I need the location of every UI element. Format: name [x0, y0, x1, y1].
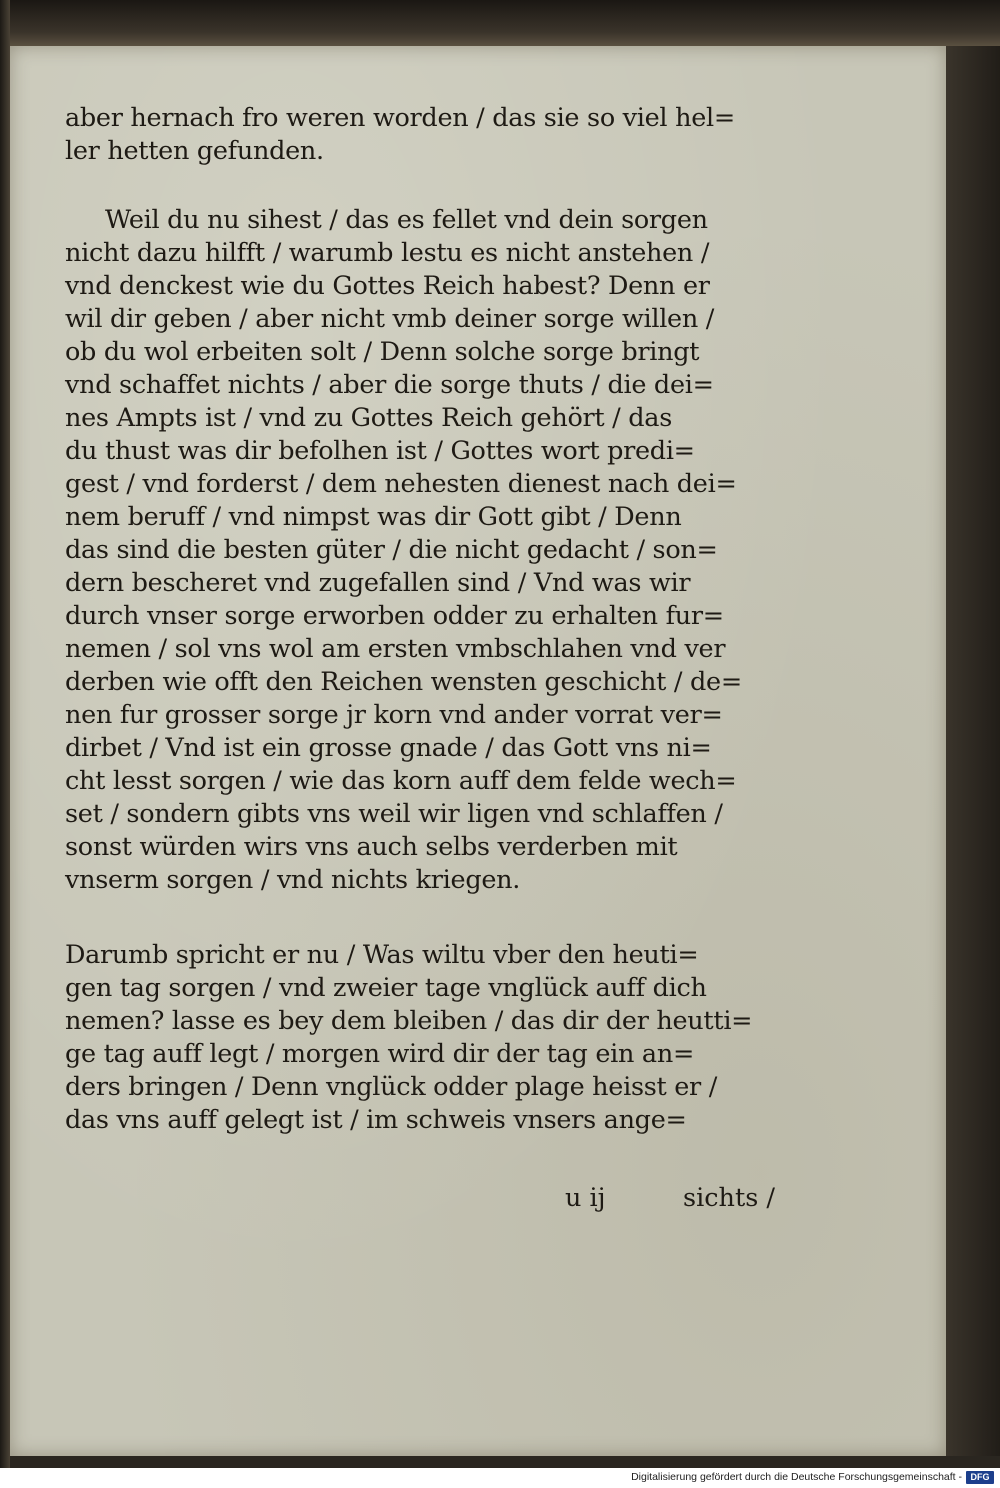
- text-line: vnd denckest wie du Gottes Reich habest? Denn er: [65, 271, 710, 301]
- credit-bar: [0, 1468, 1000, 1488]
- text-line: vnserm sorgen / vnd nichts kriegen.: [65, 865, 521, 895]
- text-line: ob du wol erbeiten solt / Denn solche sorge bringt: [65, 337, 700, 367]
- text-line: nicht dazu hilfft / warumb lestu es nicht anstehen /: [65, 238, 710, 268]
- text-line: wil dir geben / aber nicht vmb deiner sorge willen /: [65, 304, 715, 334]
- text-line: das vns auff gelegt ist / im schweis vnsers ange=: [65, 1105, 687, 1135]
- book-right-edge: [946, 46, 1000, 1456]
- text-line: Weil du nu sihest / das es fellet vnd dein sorgen: [105, 205, 708, 235]
- text-line: dern bescheret vnd zugefallen sind / Vnd was wir: [65, 568, 691, 598]
- text-line: sonst würden wirs vns auch selbs verderben mit: [65, 832, 678, 862]
- text-line: nem beruff / vnd nimpst was dir Gott gibt / Denn: [65, 502, 682, 532]
- book-top-edge: [0, 0, 1000, 46]
- text-line: gest / vnd forderst / dem nehesten dienest nach dei=: [65, 469, 737, 499]
- text-line: derben wie offt den Reichen wensten geschicht / de=: [65, 667, 742, 697]
- text-line: set / sondern gibts vns weil wir ligen vnd schlaffen /: [65, 799, 723, 829]
- text-line: das sind die besten güter / die nicht gedacht / son=: [65, 535, 718, 565]
- signature-mark: u ij: [565, 1183, 606, 1213]
- text-line: cht lesst sorgen / wie das korn auff dem felde wech=: [65, 766, 737, 796]
- text-line: nen fur grosser sorge jr korn vnd ander vorrat ver=: [65, 700, 723, 730]
- text-line: durch vnser sorge erworben odder zu erhalten fur=: [65, 601, 724, 631]
- paragraph-2: [65, 204, 775, 897]
- text-line: aber hernach fro weren worden / das sie so viel hel=: [65, 103, 735, 133]
- paragraph-1: [65, 102, 775, 168]
- text-line: ler hetten gefunden.: [65, 136, 324, 166]
- text-line: nes Ampts ist / vnd zu Gottes Reich gehört / das: [65, 403, 672, 433]
- text-line: dirbet / Vnd ist ein grosse gnade / das Gott vns ni=: [65, 733, 712, 763]
- text-line: Darumb spricht er nu / Was wiltu vber den heuti=: [65, 940, 699, 970]
- text-line: du thust was dir befolhen ist / Gottes wort predi=: [65, 436, 695, 466]
- text-line: vnd schaffet nichts / aber die sorge thuts / die dei=: [65, 370, 714, 400]
- book-binding-edge: [0, 0, 10, 1468]
- page-footer: [65, 1182, 775, 1215]
- text-line: nemen / sol vns wol am ersten vmbschlahen vnd ver: [65, 634, 726, 664]
- dfg-logo-icon: DFG: [966, 1471, 994, 1484]
- text-line: ders bringen / Denn vnglück odder plage heisst er /: [65, 1072, 718, 1102]
- text-line: ge tag auff legt / morgen wird dir der tag ein an=: [65, 1039, 695, 1069]
- text-line: gen tag sorgen / vnd zweier tage vnglück auff dich: [65, 973, 707, 1003]
- text-line: nemen? lasse es bey dem bleiben / das dir der heutti=: [65, 1006, 753, 1036]
- credit-text: Digitalisierung gefördert durch die Deutsche Forschungsgemeinschaft -: [631, 1471, 962, 1483]
- paragraph-3: [65, 939, 775, 1137]
- catchword: sichts /: [683, 1183, 775, 1213]
